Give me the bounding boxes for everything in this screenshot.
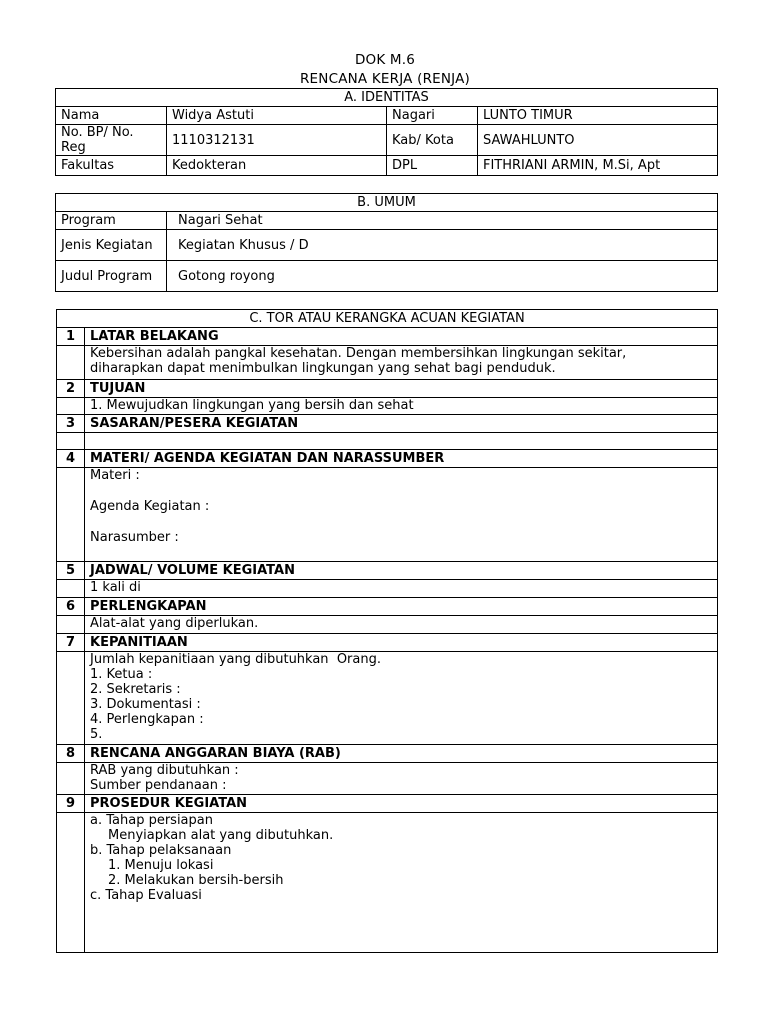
fakultas-value: Kedokteran [167,156,387,176]
section-5-title: JADWAL/ VOLUME KEGIATAN [85,562,718,580]
section-7-line: 4. Perlengkapan : [90,712,204,727]
section-7-title: KEPANITIAAN [85,634,718,652]
nama-value: Widya Astuti [167,107,387,125]
nagari-value: LUNTO TIMUR [478,107,718,125]
kab-value: SAWAHLUNTO [478,125,718,156]
fakultas-label: Fakultas [56,156,167,176]
judul-label: Judul Program [56,261,167,292]
section-4-agenda: Agenda Kegiatan : [90,499,210,514]
section-1-line: diharapkan dapat menimbulkan lingkungan yang sehat bagi penduduk. [90,361,556,376]
section-2-number: 2 [57,380,85,398]
umum-title: B. UMUM [56,194,718,212]
section-4-title: MATERI/ AGENDA KEGIATAN DAN NARASSUMBER [85,450,718,468]
umum-table [55,193,718,292]
section-8-line: RAB yang dibutuhkan : [90,763,239,778]
tor-table [56,309,718,953]
section-9-line: 2. Melakukan bersih-bersih [108,873,284,888]
section-9-title: PROSEDUR KEGIATAN [85,795,718,813]
section-8-line: Sumber pendanaan : [90,778,227,793]
section-7-content [85,652,718,745]
section-4-narasumber: Narasumber : [90,530,179,545]
section-2-content: 1. Mewujudkan lingkungan yang bersih dan sehat [85,398,718,415]
section-7-line: Jumlah kepanitiaan yang dibutuhkan Orang. [90,652,381,667]
section-1-line: Kebersihan adalah pangkal kesehatan. Dengan membersihkan lingkungan sekitar, [90,346,627,361]
jenis-label: Jenis Kegiatan [56,230,167,261]
section-5-content: 1 kali di [85,580,718,598]
section-2-title: TUJUAN [85,380,718,398]
identitas-title: A. IDENTITAS [56,89,718,107]
section-6-number: 6 [57,598,85,616]
section-7-number: 7 [57,634,85,652]
section-1-content [85,346,718,380]
section-8-number: 8 [57,745,85,763]
section-9-line: c. Tahap Evaluasi [90,888,202,903]
section-9-content [85,813,718,953]
section-4-content [85,468,718,562]
section-1-number: 1 [57,328,85,346]
jenis-value: Kegiatan Khusus / D [167,230,718,261]
dpl-label: DPL [387,156,478,176]
section-8-content [85,763,718,795]
section-1-title: LATAR BELAKANG [85,328,718,346]
section-9-line: a. Tahap persiapan [90,813,213,828]
tor-title: C. TOR ATAU KERANGKA ACUAN KEGIATAN [57,310,718,328]
nobp-value: 1110312131 [167,125,387,156]
section-4-number: 4 [57,450,85,468]
section-8-title: RENCANA ANGGARAN BIAYA (RAB) [85,745,718,763]
kab-label: Kab/ Kota [387,125,478,156]
program-value: Nagari Sehat [167,212,718,230]
section-9-line: 1. Menuju lokasi [108,858,214,873]
section-3-title: SASARAN/PESERA KEGIATAN [85,415,718,433]
document-code: DOK M.6 [354,52,416,68]
section-6-title: PERLENGKAPAN [85,598,718,616]
section-9-line: Menyiapkan alat yang dibutuhkan. [108,828,334,843]
section-6-content: Alat-alat yang diperlukan. [85,616,718,634]
judul-value: Gotong royong [167,261,718,292]
section-7-line: 2. Sekretaris : [90,682,181,697]
nobp-label: No. BP/ No. Reg [56,125,167,156]
identitas-table [55,88,718,176]
section-9-number: 9 [57,795,85,813]
section-3-content [85,433,718,450]
program-label: Program [56,212,167,230]
section-7-line: 3. Dokumentasi : [90,697,201,712]
document-title: RENCANA KERJA (RENJA) [299,71,471,87]
section-4-materi: Materi : [90,468,140,483]
section-5-number: 5 [57,562,85,580]
section-9-line: b. Tahap pelaksanaan [90,843,232,858]
nama-label: Nama [56,107,167,125]
section-7-line: 5. [90,727,103,742]
nagari-label: Nagari [387,107,478,125]
section-7-line: 1. Ketua : [90,667,153,682]
section-3-number: 3 [57,415,85,433]
dpl-value: FITHRIANI ARMIN, M.Si, Apt [478,156,718,176]
